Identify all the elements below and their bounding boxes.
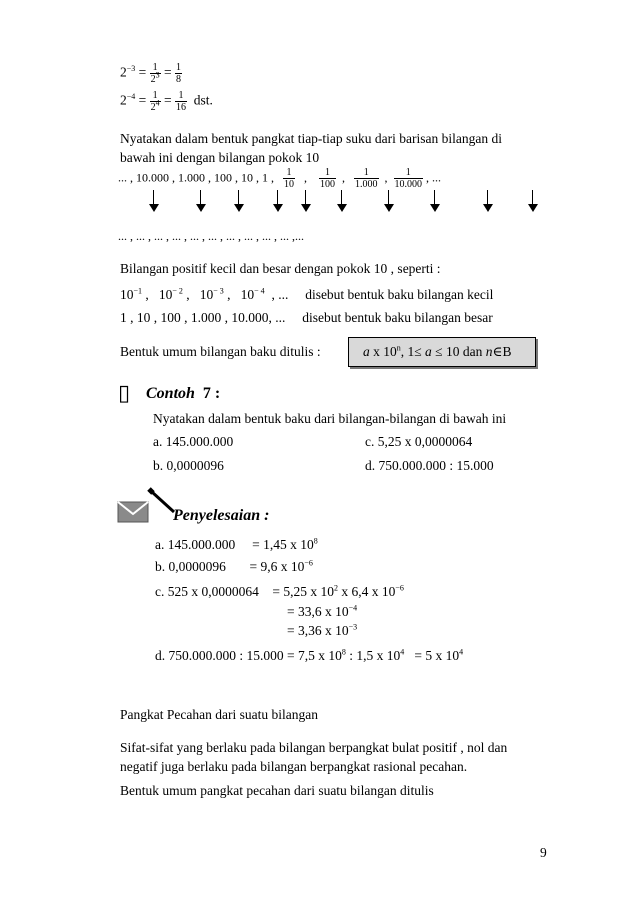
seq-fraction: [319, 167, 336, 190]
frac-den: 1.000: [355, 179, 378, 190]
sequence-row: [118, 167, 441, 190]
var-n-exp: n: [396, 343, 401, 353]
term-base: 10: [199, 287, 214, 302]
term-exp: − 3: [213, 286, 224, 296]
sequence-left: ... , 10.000 , 1.000 , 100 , 10 , 1 ,: [118, 170, 274, 185]
down-arrow-icon: [301, 190, 311, 212]
exp: 2: [334, 583, 338, 593]
fraction: [150, 62, 161, 85]
example-item-d: d. 750.000.000 : 15.000: [365, 458, 494, 473]
small-row-tail: , ...: [271, 287, 289, 302]
fraction: [175, 90, 187, 113]
var-a: a: [425, 344, 432, 359]
exp: 4: [400, 647, 405, 657]
down-arrow-icon: [430, 190, 440, 212]
exp: −6: [304, 558, 313, 568]
cond-part-2: ≤ 10 dan: [435, 344, 483, 359]
pencil-envelope-icon: [116, 486, 176, 526]
var-a: a: [363, 344, 370, 359]
seq-fraction: [283, 167, 295, 190]
example-bracket-icon: ▯: [118, 380, 131, 405]
intro-base: 2: [120, 64, 127, 80]
solution-c-line-3: [287, 623, 357, 639]
cond-part-1: , 1≤: [400, 344, 422, 359]
frac-num: 1: [354, 167, 379, 179]
solution-d: [155, 648, 463, 664]
example-item-c: c. 5,25 x 0,0000064: [365, 434, 473, 449]
term-base: 10: [240, 287, 255, 302]
frac-num: 1: [175, 90, 187, 102]
solution-b-label: b. 0,0000096: [155, 559, 226, 574]
solution-a-eq: = 1,45 x 10: [252, 537, 314, 552]
down-arrow-icon: [384, 190, 394, 212]
down-arrow-icon: [149, 190, 159, 212]
pecahan-para-1: Sifat-sifat yang berlaku pada bilangan berpangkat bulat positif , nol dan: [120, 740, 508, 755]
small-row-label: disebut bentuk baku bilangan kecil: [305, 287, 494, 302]
intro-base: 2: [120, 92, 127, 108]
example-prompt: Nyatakan dalam bentuk baku dari bilangan-bilangan di bawah ini: [153, 411, 507, 426]
solution-c-label: c. 525 x 0,0000064: [155, 584, 259, 599]
baku-small-row: $10^{-1}$ , $10^{- 2}$ , $10^{- 3}$ , $10^{- 4}$ , ... disebut bentuk baku bilangan kecil: [120, 286, 494, 302]
term-base: 10: [158, 287, 173, 302]
solution-c-line-2: [287, 604, 357, 620]
sequence-tail: , ...: [426, 170, 441, 185]
big-row-terms: 1 , 10 , 100 , 1.000 , 10.000, ...: [120, 310, 286, 325]
dst-text: dst.: [193, 92, 213, 108]
separator: ,: [384, 170, 388, 185]
den-base: 2: [150, 74, 156, 85]
exp: −6: [395, 583, 404, 593]
down-arrow-icon: [483, 190, 493, 212]
intro-exp: −3: [126, 64, 136, 74]
equals: =: [138, 92, 147, 108]
frac-num: 1: [150, 62, 161, 74]
exp: 4: [459, 647, 464, 657]
solution-c-line-1: [155, 584, 404, 600]
times-ten: x 10: [373, 344, 397, 359]
separator: ,: [342, 170, 345, 185]
seq-fraction: [354, 167, 379, 190]
down-arrow-icon: [273, 190, 283, 212]
equals: =: [138, 64, 147, 80]
sequence-answers: ... , ... , ... , ... , ... , ... , ... , ... , ... , ... ,...: [118, 229, 304, 243]
equals: =: [164, 64, 172, 80]
solution-b-eq: = 9,6 x 10: [249, 559, 305, 574]
equals: =: [164, 92, 172, 108]
frac-den: 10.000: [394, 179, 422, 190]
instruction-line-1: Nyatakan dalam bentuk pangkat tiap-tiap suku dari barisan bilangan di: [120, 131, 503, 146]
solution-d-part-2: : 1,5 x 10: [349, 648, 401, 663]
exp: 8: [341, 647, 346, 657]
solution-title: Penyelesaian :: [173, 507, 270, 524]
instruction-line-2: bawah ini dengan bilangan pokok 10: [120, 150, 320, 165]
solution-c-eq-2: = 33,6 x 10: [287, 604, 349, 619]
frac-den: [150, 70, 161, 85]
example-title: Contoh: [146, 385, 195, 402]
baku-big-row: [120, 310, 493, 326]
seq-fraction: [394, 167, 424, 190]
den-exp: 4: [155, 98, 160, 108]
pecahan-para-3: Bentuk umum pangkat pecahan dari suatu bilangan ditulis: [120, 783, 434, 798]
down-arrow-icon: [196, 190, 206, 212]
den-exp: 3: [155, 70, 160, 80]
frac-den: 8: [176, 74, 182, 85]
frac-den: 10: [284, 179, 294, 190]
solution-c-eq-3: = 3,36 x 10: [287, 623, 349, 638]
term-exp: − 2: [172, 286, 183, 296]
solution-d-label: d. 750.000.000: [155, 648, 236, 663]
solution-d-part-1: : 15.000 = 7,5 x 10: [239, 648, 342, 663]
cond-part-3: ∈B: [492, 344, 512, 359]
down-arrow-icon: [337, 190, 347, 212]
frac-den: 16: [176, 102, 187, 113]
down-arrow-icon: [528, 190, 538, 212]
solution-b: [155, 559, 313, 575]
var-n: n: [485, 344, 493, 359]
exp: −4: [348, 603, 358, 613]
frac-den: 100: [320, 179, 335, 190]
frac-num: 1: [319, 167, 336, 179]
solution-d-part-3: = 5 x 10: [414, 648, 460, 663]
page-number: 9: [540, 845, 547, 860]
solution-a-label: a. 145.000.000: [155, 537, 236, 552]
frac-num: 1: [394, 167, 424, 179]
general-form-box: [348, 337, 536, 367]
exp: −3: [348, 622, 358, 632]
down-arrow-icon: [234, 190, 244, 212]
general-form-label: Bentuk umum bilangan baku ditulis :: [120, 344, 321, 359]
term-base: 10: [120, 287, 134, 302]
example-number: 7 :: [202, 385, 221, 402]
exp: 8: [313, 536, 318, 546]
separator: ,: [304, 170, 307, 185]
frac-num: 1: [176, 62, 182, 73]
term-exp: −1: [133, 286, 143, 296]
fraction: [175, 62, 182, 85]
big-row-label: disebut bentuk baku bilangan besar: [302, 310, 493, 325]
intro-exp: −4: [126, 92, 136, 102]
fraction: [150, 90, 161, 113]
pecahan-para-2: negatif juga berlaku pada bilangan berpangkat rasional pecahan.: [120, 759, 468, 774]
intro-line-1: [120, 62, 182, 85]
solution-a: [155, 537, 318, 553]
example-item-b: b. 0,0000096: [153, 458, 224, 473]
general-form-formula: [363, 344, 511, 360]
frac-num: 1: [283, 167, 295, 179]
frac-num: 1: [150, 90, 161, 102]
example-heading: [146, 385, 220, 403]
frac-den: [150, 98, 161, 113]
den-base: 2: [150, 102, 156, 113]
baku-intro: Bilangan positif kecil dan besar dengan pokok 10 , seperti :: [120, 261, 441, 276]
term-exp: − 4: [254, 286, 265, 296]
pecahan-heading: Pangkat Pecahan dari suatu bilangan: [120, 707, 318, 722]
solution-c-eq: = 5,25 x 10: [272, 584, 334, 599]
example-item-a: a. 145.000.000: [153, 434, 234, 449]
intro-line-2: [120, 90, 213, 113]
solution-c-mid: x 6,4 x 10: [338, 584, 396, 599]
